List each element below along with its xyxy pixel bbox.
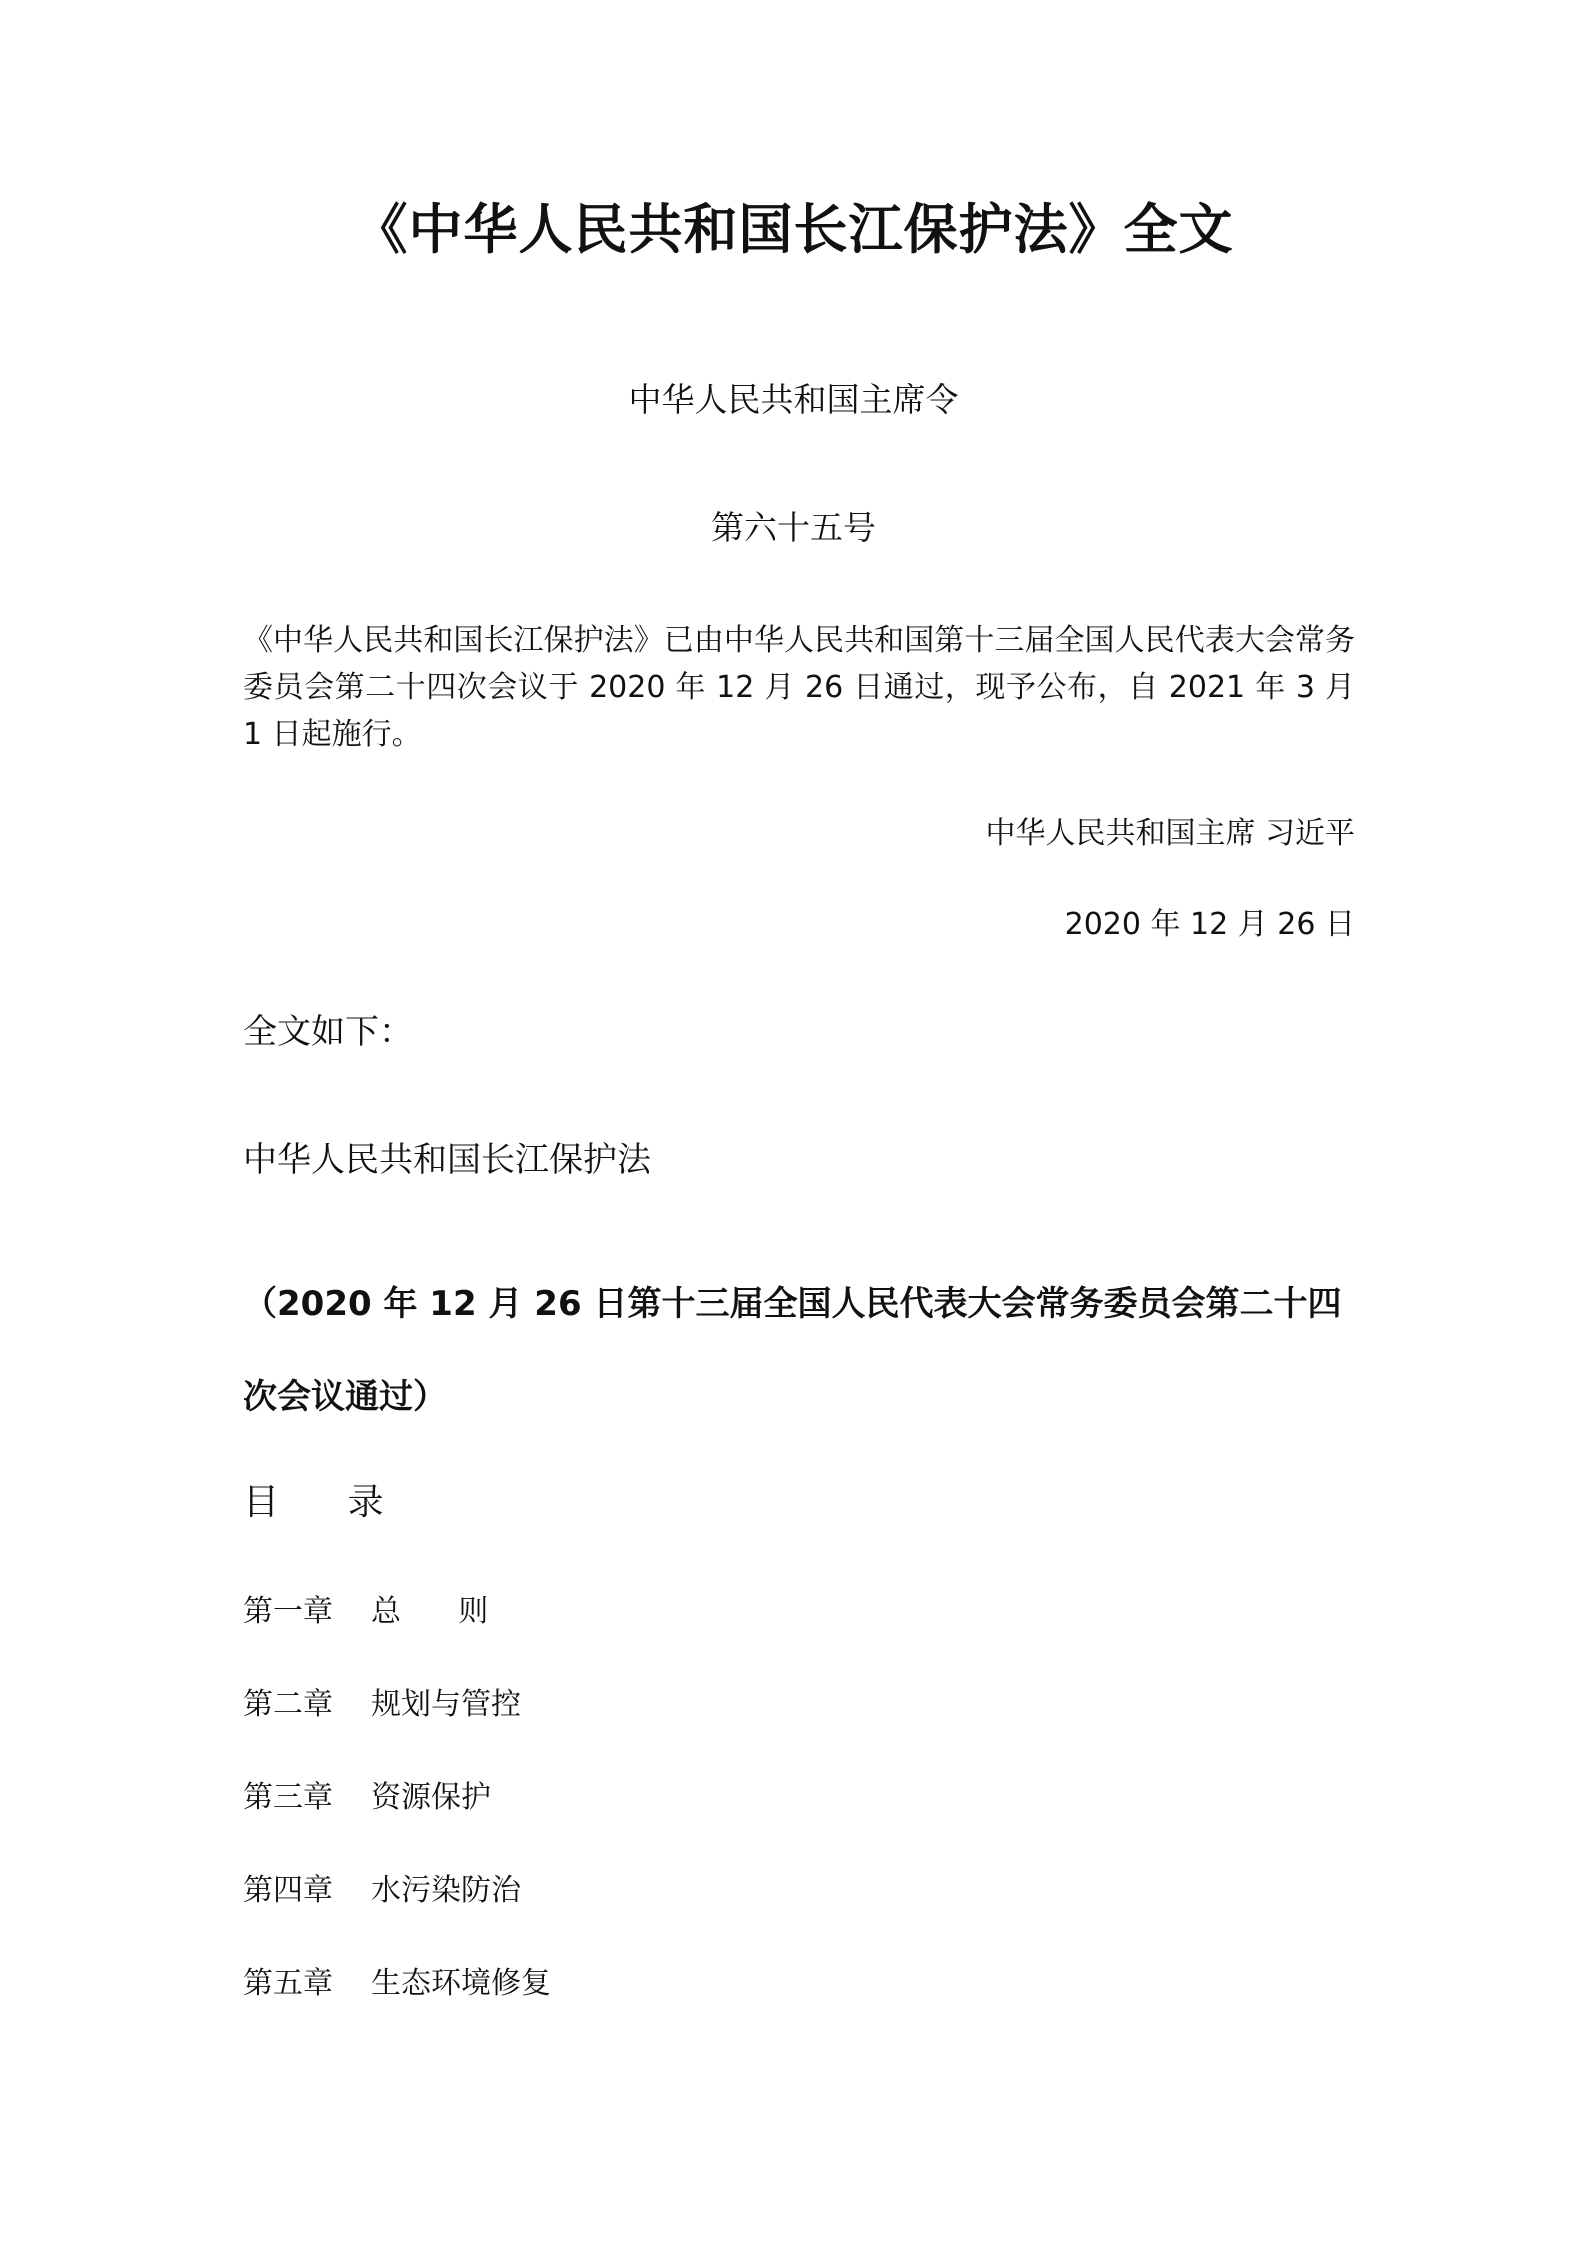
toc-chapter-title: 生态环境修复 [371,1966,551,2001]
toc-item [243,1871,551,1964]
toc-chapter-number: 第三章 [243,1780,333,1815]
toc-chapter-title: 资源保护 [371,1780,491,1815]
toc-chapter-number: 第二章 [243,1687,333,1722]
toc-item [243,1592,551,1685]
toc-item [243,1778,551,1871]
full-text-intro: 全文如下： [243,1012,413,1052]
sign-date: 2020 年 12 月 26 日 [1064,907,1355,942]
toc-chapter-number: 第四章 [243,1873,333,1908]
preamble-paragraph: 《中华人民共和国长江保护法》已由中华人民共和国第十三届全国人民代表大会常务委员会第二十四次会议于 2020 年 12 月 26 日通过，现予公布，自 2021 年 3 月 1 日起施行。 [243,623,1355,752]
order-heading: 中华人民共和国主席令 [628,380,959,419]
toc-chapter-number: 第一章 [243,1594,333,1629]
document-title: 《中华人民共和国长江保护法》全文 [353,198,1234,261]
toc-chapter-number: 第五章 [243,1966,333,2001]
law-name: 中华人民共和国长江保护法 [243,1140,651,1180]
table-of-contents [243,1592,551,2057]
order-number: 第六十五号 [711,508,876,547]
toc-heading: 目 录 [243,1482,384,1523]
signer-line: 中华人民共和国主席 习近平 [985,816,1355,851]
toc-chapter-title: 规划与管控 [371,1687,521,1722]
toc-chapter-title: 总 则 [371,1594,489,1629]
toc-item [243,1964,551,2057]
adoption-note: （2020 年 12 月 26 日第十三届全国人民代表大会常务委员会第二十四次会议通过） [243,1284,1342,1417]
toc-chapter-title: 水污染防治 [371,1873,521,1908]
toc-item [243,1685,551,1778]
